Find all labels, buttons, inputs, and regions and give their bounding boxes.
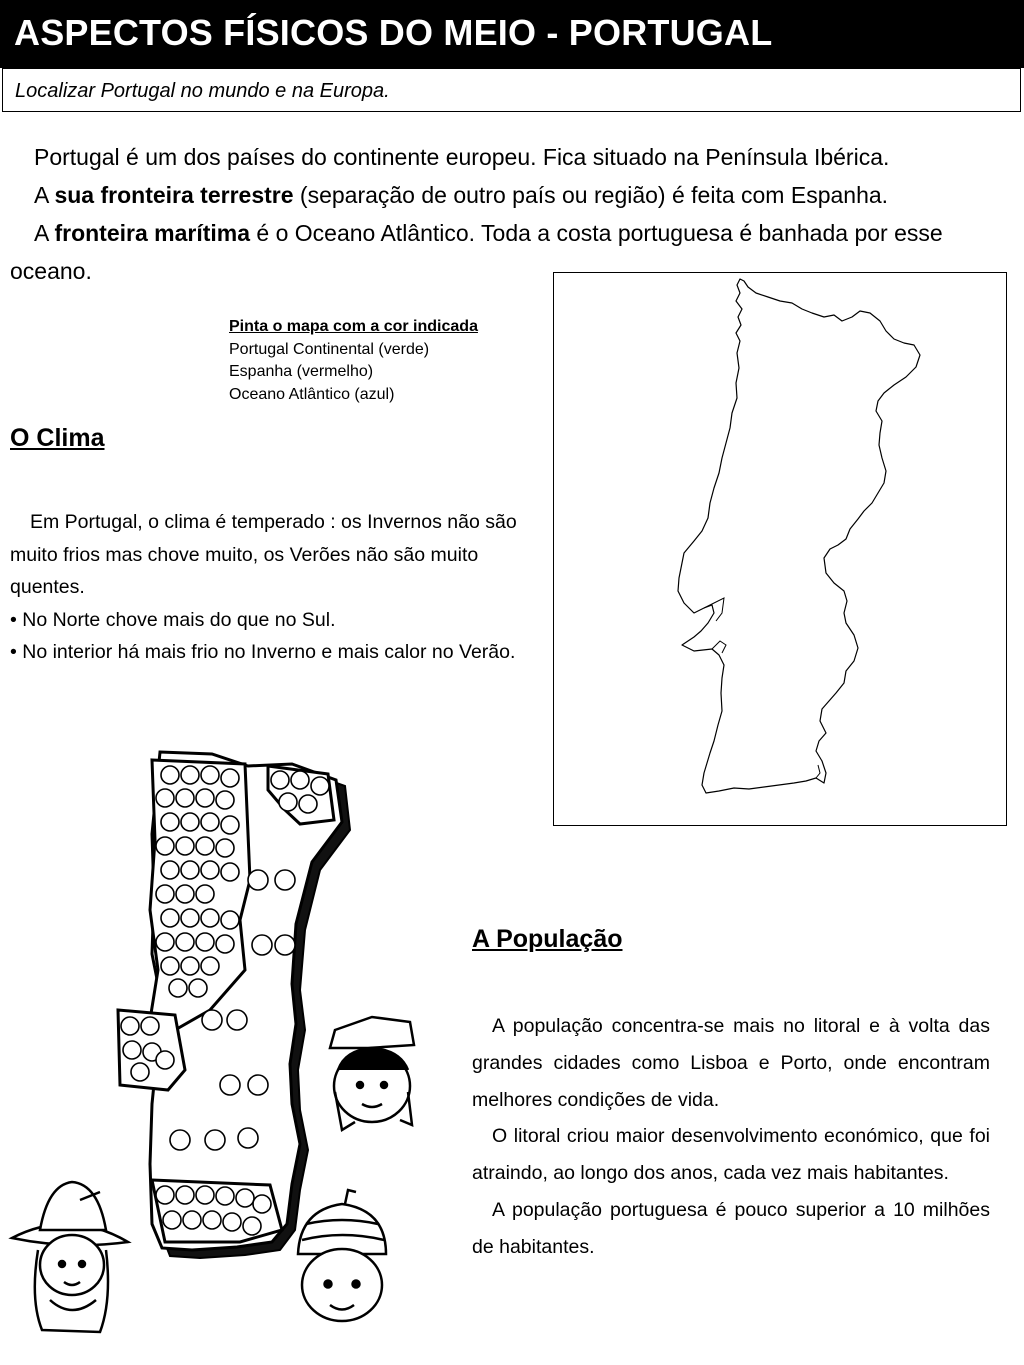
intro-text [10, 138, 1020, 290]
populacao-heading: A População [472, 925, 623, 953]
intro-p2-after: (separação de outro país ou região) é feita com Espanha. [293, 182, 889, 208]
intro-p3-before: A [34, 220, 55, 246]
populacao-paragraph-3-text: A população portuguesa é pouco superior a 10 milhões de habitantes. [472, 1198, 990, 1258]
child-with-knit-cap-figure [298, 1190, 386, 1321]
population-map-illustration [0, 730, 470, 1350]
instruction-item: Espanha (vermelho) [229, 363, 374, 380]
populacao-paragraph-1-text: A população concentra-se mais no litoral e à volta das grandes cidades como Lisboa e Porto, onde encontram melhores condições de vida. [472, 1015, 990, 1111]
portugal-outline-map [553, 272, 1007, 826]
clima-bullet: • No Norte chove mais do que no Sul. [10, 608, 336, 631]
populacao-paragraph [472, 1118, 990, 1192]
child-with-wide-hat-figure [12, 1182, 128, 1332]
clima-intro [10, 506, 555, 604]
map-instructions [229, 316, 559, 406]
clima-text [10, 506, 555, 669]
instruction-item: Portugal Continental (verde) [229, 340, 430, 358]
subtitle-box [2, 68, 1021, 112]
intro-p3-after: é o Oceano Atlântico. Toda a costa portuguesa é banhada por esse oceano. [10, 220, 943, 284]
clima-intro-text: Em Portugal, o clima é temperado : os Invernos não são muito frios mas chove muito, os Verões não são muito quentes. [10, 511, 517, 598]
populacao-paragraph [472, 1008, 990, 1118]
intro-paragraph-1 [10, 138, 1020, 176]
instructions-heading: Pinta o mapa com a cor indicada [229, 318, 478, 335]
intro-p2-bold: sua fronteira terrestre [54, 182, 294, 208]
clima-bullet: • No interior há mais frio no Inverno e mais calor no Verão. [10, 641, 516, 663]
tagus-estuary [704, 598, 724, 621]
populacao-paragraph [472, 1192, 990, 1266]
intro-p3-bold: fronteira marítima [54, 220, 251, 246]
page-subtitle: Localizar Portugal no mundo e na Europa. [15, 80, 390, 102]
child-with-bonnet-figure [330, 1017, 414, 1130]
portugal-coast-border [678, 279, 920, 793]
guadiana-border [816, 765, 820, 778]
title-bar [0, 0, 1024, 68]
page-title: ASPECTOS FÍSICOS DO MEIO - PORTUGAL [14, 12, 773, 53]
intro-p1-text: Portugal é um dos países do continente europeu. Fica situado na Península Ibérica. [34, 144, 890, 170]
instruction-item: Oceano Atlântico (azul) [229, 385, 395, 403]
populacao-text [472, 1008, 990, 1266]
intro-p2-before: A [34, 182, 55, 208]
populacao-paragraph-2-text: O litoral criou maior desenvolvimento económico, que foi atraindo, ao longo dos anos, cada vez mais habitantes. [472, 1125, 990, 1185]
clima-heading: O Clima [10, 424, 105, 452]
portugal-outline-drawing [554, 273, 1006, 825]
intro-paragraph-2 [10, 176, 1020, 214]
